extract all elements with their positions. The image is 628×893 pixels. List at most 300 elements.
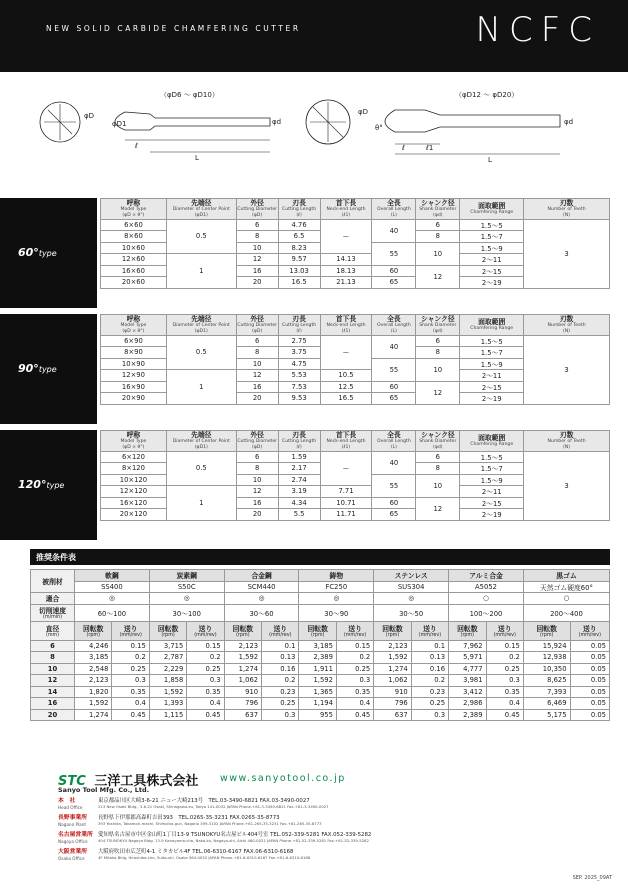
rpm-unit: (rpm) <box>540 633 554 638</box>
rpm-cell: 1,911 <box>299 663 336 675</box>
feed-header <box>187 621 224 640</box>
rpm-cell: 796 <box>374 698 411 710</box>
header-jp: 呼称 <box>126 199 141 207</box>
header-jp: 刃数 <box>559 199 574 207</box>
chamfer-range-cell: 1.5～9 <box>460 242 524 254</box>
overall-length-cell: 55 <box>372 358 416 381</box>
condition-row <box>31 675 610 687</box>
spec-header-cell <box>524 431 610 452</box>
spec-header-cell <box>524 315 610 336</box>
fit-cell: ◎ <box>374 593 449 605</box>
office-address-en: 4F Mitaka Bldg, Hiroshiba-cho, Suita-shi, Osaka 564-0052 JAPAN Phone.+81-6-6310-6167 Fax.+81-6-6310-6168 <box>98 855 311 861</box>
feed-cell: 0.15 <box>112 640 149 652</box>
speed-unit: (m/min) <box>42 615 63 620</box>
overall-length-cell: 65 <box>372 393 416 405</box>
diameter-cell: 12 <box>31 675 75 687</box>
rpm-cell: 1,592 <box>149 686 186 698</box>
cutting-dia-cell: 20 <box>236 393 278 405</box>
header-sub: (φD) <box>252 212 263 218</box>
condition-row <box>31 652 610 664</box>
header-jp: 刃長 <box>292 315 306 323</box>
chamfer-range-cell: 2～11 <box>460 370 524 382</box>
feed-cell: 0.25 <box>336 663 373 675</box>
rpm-cell: 3,981 <box>449 675 486 687</box>
header-sub: (N) <box>563 212 571 218</box>
cutting-dia-cell: 10 <box>236 474 278 486</box>
chamfer-range-cell: 1.5～5 <box>460 451 524 463</box>
label-shank-large: φd <box>564 118 574 126</box>
speed-cell: 100～200 <box>449 604 524 621</box>
overall-length-cell: 60 <box>372 265 416 277</box>
material-code: FC250 <box>299 581 374 593</box>
office-address-jp: 東京都品川区大崎3-6-21 ニュー大崎213号 TEL.03-3490-6821 FAX.03-3490-0027 <box>98 798 310 804</box>
type-sidebar <box>0 314 97 424</box>
speed-row <box>31 604 610 621</box>
rpm-cell: 15,924 <box>523 640 570 652</box>
shank-dia-cell: 12 <box>416 381 460 404</box>
cutting-length-cell: 2.75 <box>278 335 320 347</box>
model-cell: 10×120 <box>101 474 167 486</box>
cutting-length-cell: 3.75 <box>278 347 320 359</box>
header-sub: (φd) <box>433 212 443 218</box>
rpm-label: 回転数 <box>83 625 104 633</box>
type-sidebar <box>0 198 97 308</box>
rpm-unit: (rpm) <box>236 633 250 638</box>
header-sub: (L) <box>390 444 397 450</box>
chamfer-range-cell: 2～11 <box>460 254 524 266</box>
header-jp: 面取範囲 <box>478 201 506 210</box>
material-name: 黒ゴム <box>523 570 609 582</box>
cutting-dia-cell: 12 <box>236 486 278 498</box>
feed-cell: 0.1 <box>262 640 299 652</box>
cutting-dia-cell: 8 <box>236 347 278 359</box>
spec-header-cell <box>460 431 524 452</box>
cutting-dia-cell: 20 <box>236 509 278 521</box>
feed-label: 送り <box>348 625 362 633</box>
teeth-cell: 3 <box>524 451 610 520</box>
header-en: Cutting Diameter <box>237 439 278 445</box>
spec-header-cell <box>166 431 236 452</box>
dia-label-text: 直径 <box>45 625 60 633</box>
chamfer-range-cell: 1.5～7 <box>460 231 524 243</box>
feed-header <box>570 621 609 640</box>
type-label <box>18 246 57 259</box>
feed-cell: 0.4 <box>336 698 373 710</box>
feed-cell: 0.16 <box>411 663 448 675</box>
rpm-cell: 2,986 <box>449 698 486 710</box>
office-address <box>98 815 322 832</box>
rpm-cell: 10,350 <box>523 663 570 675</box>
header-en: Chamfering Range <box>470 441 514 447</box>
rpm-label: 回転数 <box>536 625 557 633</box>
spec-header-cell <box>236 315 278 336</box>
header-en: Overall Length <box>377 323 411 329</box>
rpm-cell: 1,820 <box>75 686 112 698</box>
cutting-length-cell: 16.5 <box>278 277 320 289</box>
office-address-jp: 愛知県名古屋市中区金山町1丁目13-9 TSUNOKYU名古屋ビル404号室 TEL.052-339-5281 FAX.052-339-5282 <box>98 832 372 838</box>
feed-cell: 0.35 <box>336 686 373 698</box>
center-dia-cell: 1 <box>166 254 236 289</box>
office-name-jp: 本 社 <box>58 798 76 804</box>
model-cell: 12×60 <box>101 254 167 266</box>
feed-unit: (mm/rev) <box>578 633 601 638</box>
feed-header <box>336 621 373 640</box>
spec-header-cell <box>416 431 460 452</box>
rpm-label: 回転数 <box>232 625 254 633</box>
material-code: SUS304 <box>374 581 449 593</box>
rpm-header <box>523 621 570 640</box>
spec-header-cell <box>101 431 167 452</box>
rpm-cell: 5,175 <box>523 709 570 721</box>
type-suffix: type <box>38 365 57 375</box>
office-address-en: 393 Yoshida, Takamori-machi, Shimoina-gun, Nagano 399-3102 JAPAN Phone.+81-265-35-3231 Fax.+81-265-35-8773 <box>98 821 322 827</box>
rpm-unit: (rpm) <box>86 633 100 638</box>
feed-cell: 0.05 <box>570 698 609 710</box>
fit-row <box>31 593 610 605</box>
feed-cell: 0.3 <box>411 709 448 721</box>
header-sub: (φD1) <box>194 444 208 450</box>
rpm-cell: 2,229 <box>149 663 186 675</box>
header-en: Neck-end Length <box>326 207 366 213</box>
feed-cell: 0.3 <box>486 675 523 687</box>
rpm-cell: 1,858 <box>149 675 186 687</box>
spec-header-cell <box>416 199 460 220</box>
shank-dia-cell: 8 <box>416 347 460 359</box>
cutting-dia-cell: 6 <box>236 219 278 231</box>
rpm-cell: 910 <box>374 686 411 698</box>
feed-header <box>411 621 448 640</box>
shank-dia-cell: 8 <box>416 463 460 475</box>
rpm-cell: 2,787 <box>149 652 186 664</box>
header-jp: 全長 <box>387 315 401 323</box>
feed-cell: 0.05 <box>570 663 609 675</box>
conditions-table <box>30 569 610 721</box>
spec-row <box>101 451 610 463</box>
type-label <box>18 478 64 491</box>
feed-cell: 0.23 <box>411 686 448 698</box>
fit-cell: ○ <box>523 593 609 605</box>
feed-header <box>486 621 523 640</box>
brand-title: NCFC <box>475 10 600 50</box>
header-en: Chamfering Range <box>470 209 514 215</box>
cutting-length-cell: 6.5 <box>278 231 320 243</box>
feed-label: 送り <box>198 625 213 633</box>
diameter-cell: 6 <box>31 640 75 652</box>
speed-cell: 200～400 <box>523 604 609 621</box>
rpm-cell: 2,548 <box>75 663 112 675</box>
fit-cell: ○ <box>449 593 524 605</box>
feed-cell: 0.2 <box>411 675 448 687</box>
fit-label: 適合 <box>31 593 75 605</box>
neck-length-cell: ー <box>320 335 372 370</box>
rpm-cell: 12,938 <box>523 652 570 664</box>
label-L-large: L <box>488 156 492 164</box>
rpm-cell: 910 <box>224 686 261 698</box>
feed-cell: 0.4 <box>187 698 224 710</box>
model-cell: 16×60 <box>101 265 167 277</box>
header-jp: 首下長 <box>335 315 357 323</box>
spec-header-cell <box>101 199 167 220</box>
material-name: 軟鋼 <box>75 570 150 582</box>
spec-header-cell <box>320 315 372 336</box>
condition-row <box>31 663 610 675</box>
rpm-cell: 637 <box>374 709 411 721</box>
header-en: Cutting Length <box>282 207 317 213</box>
cutting-dia-cell: 12 <box>236 370 278 382</box>
rpm-cell: 7,962 <box>449 640 486 652</box>
model-cell: 12×120 <box>101 486 167 498</box>
header-en: Number of Teeth <box>547 323 586 329</box>
rpm-cell: 1,115 <box>149 709 186 721</box>
header-en: Number of Teeth <box>547 207 586 213</box>
neck-length-cell: ー <box>320 219 372 254</box>
header-subtitle: NEW SOLID CARBIDE CHAMFERING CUTTER <box>46 24 301 33</box>
header-en: Cutting Diameter <box>237 207 278 213</box>
cutting-dia-cell: 10 <box>236 358 278 370</box>
speed-cell: 60～100 <box>75 604 150 621</box>
feed-unit: (mm/rev) <box>493 633 516 638</box>
cutting-length-cell: 1.59 <box>278 451 320 463</box>
rpm-cell: 796 <box>224 698 261 710</box>
model-cell: 8×90 <box>101 347 167 359</box>
office-list <box>58 798 618 866</box>
rpm-cell: 3,412 <box>449 686 486 698</box>
rpm-cell: 1,592 <box>224 652 261 664</box>
office-address-jp: 大阪府吹田市広芝町4-1 ミタカビル4F TEL.06-6310-6167 FAX.06-6310-6168 <box>98 849 294 855</box>
model-cell: 8×120 <box>101 463 167 475</box>
rpm-cell: 3,185 <box>299 640 336 652</box>
fit-cell: ◎ <box>224 593 299 605</box>
spec-header-cell <box>278 315 320 336</box>
office-address <box>98 832 371 849</box>
header-jp: 面取範囲 <box>478 433 506 442</box>
company-url[interactable]: www.sanyotool.co.jp <box>220 773 346 784</box>
tool-drawings <box>0 82 628 192</box>
cutting-length-cell: 4.75 <box>278 358 320 370</box>
rpm-label: 回転数 <box>157 625 179 633</box>
header-jp: 先端径 <box>191 199 212 207</box>
rpm-cell: 5,971 <box>449 652 486 664</box>
condition-row <box>31 698 610 710</box>
spec-header-cell <box>460 199 524 220</box>
rpm-cell: 637 <box>224 709 261 721</box>
header-en: Diameter of Center Point <box>172 439 230 445</box>
chamfer-range-cell: 1.5～5 <box>460 335 524 347</box>
center-dia-cell: 0.5 <box>166 219 236 254</box>
material-code: A5052 <box>449 581 524 593</box>
header-en: Shank Diameter <box>419 439 457 445</box>
feed-cell: 0.05 <box>570 686 609 698</box>
rpm-cell: 2,389 <box>449 709 486 721</box>
feed-cell: 0.15 <box>187 640 224 652</box>
model-cell: 8×60 <box>101 231 167 243</box>
spec-header-cell <box>372 315 416 336</box>
cutting-length-cell: 8.23 <box>278 242 320 254</box>
feed-cell: 0.25 <box>187 663 224 675</box>
cutting-dia-cell: 16 <box>236 265 278 277</box>
feed-cell: 0.45 <box>486 709 523 721</box>
model-cell: 6×60 <box>101 219 167 231</box>
material-code: 天然ゴム硬度60° <box>523 581 609 593</box>
feed-unit: (mm/rev) <box>343 633 367 638</box>
spec-row <box>101 219 610 231</box>
model-cell: 20×60 <box>101 277 167 289</box>
material-code: S50C <box>149 581 224 593</box>
diameter-cell: 8 <box>31 652 75 664</box>
header-sub: (φD) <box>252 444 263 450</box>
header-jp: 首下長 <box>335 431 357 439</box>
header-jp: 先端径 <box>191 431 212 439</box>
shank-dia-cell: 8 <box>416 231 460 243</box>
overall-length-cell: 40 <box>372 219 416 242</box>
feed-cell: 0.4 <box>112 698 149 710</box>
spec-header-cell <box>278 431 320 452</box>
office-address <box>98 798 329 815</box>
spec-header-cell <box>101 315 167 336</box>
neck-length-cell: ー <box>320 451 372 486</box>
feed-cell: 0.25 <box>262 698 299 710</box>
label-l1-large: ℓ1 <box>426 144 434 152</box>
feed-cell: 0.3 <box>187 675 224 687</box>
model-cell: 10×90 <box>101 358 167 370</box>
center-dia-cell: 1 <box>166 370 236 405</box>
shank-dia-cell: 10 <box>416 474 460 497</box>
rpm-cell: 1,062 <box>374 675 411 687</box>
feed-cell: 0.2 <box>486 652 523 664</box>
feed-cell: 0.15 <box>336 640 373 652</box>
header-sub: (φD × θ°) <box>122 328 145 334</box>
header-sub: (ℓ) <box>296 212 302 218</box>
rpm-cell: 1,592 <box>374 652 411 664</box>
cutting-dia-cell: 10 <box>236 242 278 254</box>
chamfer-range-cell: 1.5～9 <box>460 474 524 486</box>
cutting-length-cell: 9.53 <box>278 393 320 405</box>
model-cell: 16×90 <box>101 381 167 393</box>
office-name-jp: 長野事業所 <box>58 815 87 821</box>
tool-drawing-svg <box>0 82 628 192</box>
rpm-cell: 1,592 <box>299 675 336 687</box>
header-en: Overall Length <box>377 207 411 213</box>
header-jp: シャンク径 <box>420 315 455 323</box>
range-small-label: （φD6 ～ φD10） <box>160 91 219 99</box>
rpm-cell: 1,194 <box>299 698 336 710</box>
header-sub: (φD × θ°) <box>122 444 145 450</box>
feed-cell: 0.25 <box>112 663 149 675</box>
header-jp: 先端径 <box>191 315 212 323</box>
label-D-large: φD <box>358 108 369 116</box>
header-jp: シャンク径 <box>420 431 455 439</box>
header-en: Shank Diameter <box>419 323 457 329</box>
feed-cell: 0.23 <box>262 686 299 698</box>
rpm-header <box>224 621 261 640</box>
dia-unit: (mm) <box>45 633 60 638</box>
feed-cell: 0.05 <box>570 675 609 687</box>
feed-cell: 0.16 <box>262 663 299 675</box>
header-en: Overall Length <box>377 439 411 445</box>
spec-header-row <box>101 315 610 336</box>
office-address-en: 213 New Osaki Bldg., 3-6-21 Osaki, Shinagawa-ku, Tokyo 141-0032 JAPAN Phone.+81-3-3490-6821 Fax.+81-3-3490-0027 <box>98 804 329 810</box>
speed-cell: 30～90 <box>299 604 374 621</box>
spec-row <box>101 335 610 347</box>
header-en: Model Type <box>120 323 147 329</box>
type-suffix: type <box>46 481 65 491</box>
model-cell: 20×120 <box>101 509 167 521</box>
shank-dia-cell: 12 <box>416 265 460 288</box>
rpm-unit: (rpm) <box>385 633 400 638</box>
overall-length-cell: 55 <box>372 474 416 497</box>
speed-label-text: 切削速度 <box>38 607 67 615</box>
rpm-cell: 2,123 <box>224 640 261 652</box>
condition-row <box>31 640 610 652</box>
header-en: Model Type <box>120 439 147 445</box>
overall-length-cell: 40 <box>372 335 416 358</box>
chamfer-range-cell: 2～11 <box>460 486 524 498</box>
feed-header <box>112 621 149 640</box>
office-name <box>58 849 98 866</box>
header-en: Chamfering Range <box>470 325 514 331</box>
rpm-label: 回転数 <box>457 625 478 633</box>
header-sub: (ℓ) <box>296 328 302 334</box>
neck-length-cell: 16.5 <box>320 393 372 405</box>
label-L-small: L <box>195 154 199 162</box>
company-name-jp: 三洋工具株式会社 <box>94 774 199 789</box>
rpm-header <box>75 621 112 640</box>
header-sub: (ℓ1) <box>341 328 351 334</box>
header-sub: (φD × θ°) <box>122 212 145 218</box>
office-entry <box>58 815 618 832</box>
label-d1: φD <box>84 112 95 120</box>
feed-cell: 0.2 <box>336 652 373 664</box>
neck-length-cell: 7.71 <box>320 486 372 498</box>
cutting-dia-cell: 12 <box>236 254 278 266</box>
speed-cell: 30～60 <box>224 604 299 621</box>
material-code-row <box>31 581 610 593</box>
type-angle: 60° <box>18 246 39 260</box>
rpm-cell: 7,393 <box>523 686 570 698</box>
rpm-header <box>449 621 486 640</box>
spec-block-0 <box>0 198 628 308</box>
chamfer-range-cell: 2～15 <box>460 265 524 277</box>
condition-row <box>31 709 610 721</box>
spec-header-cell <box>166 199 236 220</box>
chamfer-range-cell: 2～15 <box>460 497 524 509</box>
overall-length-cell: 55 <box>372 242 416 265</box>
cutting-length-cell: 9.57 <box>278 254 320 266</box>
header-en: Cutting Length <box>282 323 317 329</box>
neck-length-cell: 10.71 <box>320 497 372 509</box>
speed-label <box>31 604 75 621</box>
feed-cell: 0.3 <box>336 675 373 687</box>
feed-cell: 0.25 <box>486 663 523 675</box>
header-banner <box>0 0 628 72</box>
feed-cell: 0.45 <box>112 709 149 721</box>
center-dia-cell: 1 <box>166 486 236 521</box>
office-entry <box>58 849 618 866</box>
header-en: Cutting Length <box>282 439 317 445</box>
cutting-dia-cell: 8 <box>236 463 278 475</box>
logo-mark: STC <box>58 774 86 789</box>
feed-label: 送り <box>423 625 437 633</box>
label-d1-small: φD1 <box>112 120 127 128</box>
neck-length-cell: 11.71 <box>320 509 372 521</box>
chamfer-range-cell: 1.5～7 <box>460 347 524 359</box>
type-angle: 90° <box>18 362 39 376</box>
header-jp: 全長 <box>387 431 401 439</box>
shank-dia-cell: 6 <box>416 451 460 463</box>
feed-cell: 0.05 <box>570 640 609 652</box>
spec-header-cell <box>278 199 320 220</box>
feed-label: 送り <box>123 625 138 633</box>
